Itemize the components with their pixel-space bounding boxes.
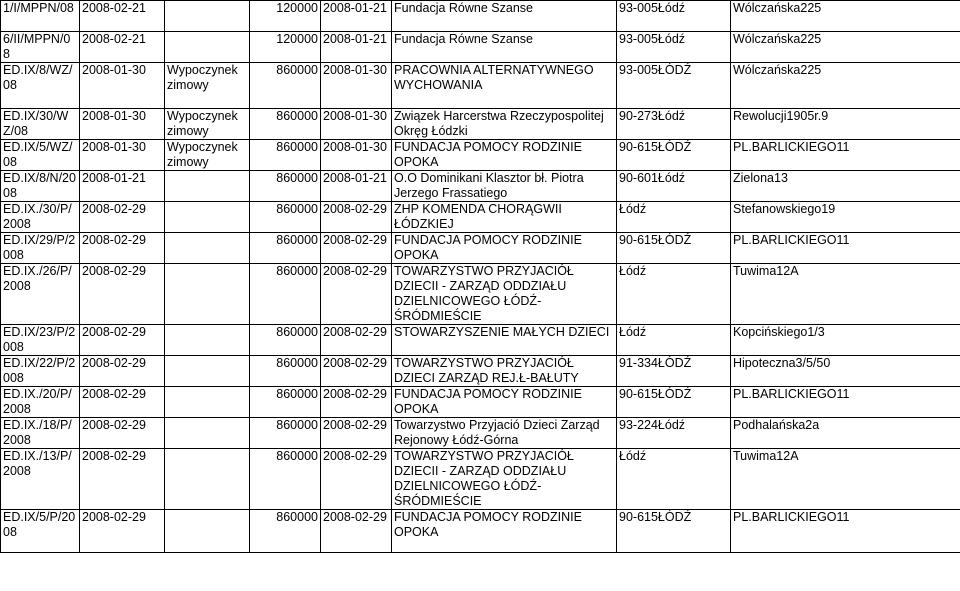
signature-cell: ED.IX/8/N/2008	[1, 171, 80, 202]
organization-cell: TOWARZYSTWO PRZYJACIÓŁ DZIECII - ZARZĄD ODDZIAŁU DZIELNICOWEGO ŁÓDŹ-ŚRÓDMIEŚCIE	[392, 264, 617, 325]
payment-date-cell: 2008-01-21	[321, 1, 392, 32]
city-cell: 90-615ŁÓDŹ	[617, 510, 731, 553]
street-cell: Hipoteczna3/5/50	[731, 356, 960, 387]
type-cell	[165, 325, 250, 356]
street-cell: Wólczańska225	[731, 1, 960, 32]
organization-cell: FUNDACJA POMOCY RODZINIE OPOKA	[392, 233, 617, 264]
grants-table-body	[1, 1, 960, 553]
payment-date-cell: 2008-02-29	[321, 233, 392, 264]
type-cell	[165, 171, 250, 202]
table-row	[1, 32, 960, 63]
table-row	[1, 1, 960, 32]
signature-cell: ED.IX/5/P/2008	[1, 510, 80, 553]
amount-cell: 860000	[250, 510, 321, 553]
date-cell: 2008-02-29	[80, 325, 165, 356]
date-cell: 2008-02-29	[80, 449, 165, 510]
date-cell: 2008-02-21	[80, 1, 165, 32]
amount-cell: 860000	[250, 140, 321, 171]
signature-cell: ED.IX/8/WZ/08	[1, 63, 80, 109]
organization-cell: Towarzystwo Przyjació Dzieci Zarząd Rejonowy Łódź-Górna	[392, 418, 617, 449]
organization-cell: TOWARZYSTWO PRZYJACIÓŁ DZIECII - ZARZĄD ODDZIAŁU DZIELNICOWEGO ŁÓDŹ-ŚRÓDMIEŚCIE	[392, 449, 617, 510]
date-cell: 2008-02-29	[80, 510, 165, 553]
payment-date-cell: 2008-02-29	[321, 202, 392, 233]
date-cell: 2008-02-29	[80, 387, 165, 418]
payment-date-cell: 2008-01-30	[321, 63, 392, 109]
type-cell	[165, 418, 250, 449]
table-row	[1, 449, 960, 510]
table-row	[1, 202, 960, 233]
payment-date-cell: 2008-02-29	[321, 356, 392, 387]
payment-date-cell: 2008-02-29	[321, 418, 392, 449]
organization-cell: Fundacja Równe Szanse	[392, 32, 617, 63]
street-cell: Stefanowskiego19	[731, 202, 960, 233]
amount-cell: 860000	[250, 109, 321, 140]
type-cell: Wypoczynek zimowy	[165, 63, 250, 109]
organization-cell: FUNDACJA POMOCY RODZINIE OPOKA	[392, 510, 617, 553]
signature-cell: ED.IX./26/P/2008	[1, 264, 80, 325]
amount-cell: 120000	[250, 1, 321, 32]
date-cell: 2008-02-29	[80, 233, 165, 264]
type-cell	[165, 449, 250, 510]
date-cell: 2008-01-21	[80, 171, 165, 202]
city-cell: 93-005Łódź	[617, 32, 731, 63]
amount-cell: 860000	[250, 63, 321, 109]
amount-cell: 860000	[250, 325, 321, 356]
amount-cell: 860000	[250, 418, 321, 449]
type-cell	[165, 233, 250, 264]
table-row	[1, 264, 960, 325]
payment-date-cell: 2008-01-21	[321, 32, 392, 63]
street-cell: PL.BARLICKIEGO11	[731, 510, 960, 553]
street-cell: PL.BARLICKIEGO11	[731, 233, 960, 264]
payment-date-cell: 2008-01-30	[321, 140, 392, 171]
type-cell: Wypoczynek zimowy	[165, 140, 250, 171]
organization-cell: STOWARZYSZENIE MAŁYCH DZIECI	[392, 325, 617, 356]
organization-cell: ZHP KOMENDA CHORĄGWII ŁÓDZKIEJ	[392, 202, 617, 233]
city-cell: 90-615ŁÓDŹ	[617, 140, 731, 171]
city-cell: 93-005ŁÓDŹ	[617, 63, 731, 109]
street-cell: Rewolucji1905r.9	[731, 109, 960, 140]
amount-cell: 860000	[250, 356, 321, 387]
payment-date-cell: 2008-02-29	[321, 325, 392, 356]
amount-cell: 860000	[250, 233, 321, 264]
street-cell: Podhalańska2a	[731, 418, 960, 449]
signature-cell: ED.IX/29/P/2008	[1, 233, 80, 264]
city-cell: Łódź	[617, 264, 731, 325]
street-cell: Tuwima12A	[731, 264, 960, 325]
type-cell	[165, 510, 250, 553]
amount-cell: 860000	[250, 387, 321, 418]
amount-cell: 860000	[250, 449, 321, 510]
type-cell	[165, 387, 250, 418]
city-cell: 93-224Łódź	[617, 418, 731, 449]
payment-date-cell: 2008-01-30	[321, 109, 392, 140]
table-row	[1, 233, 960, 264]
street-cell: Wólczańska225	[731, 63, 960, 109]
table-row	[1, 510, 960, 553]
type-cell	[165, 264, 250, 325]
table-row	[1, 63, 960, 109]
signature-cell: 1/I/MPPN/08	[1, 1, 80, 32]
street-cell: PL.BARLICKIEGO11	[731, 387, 960, 418]
date-cell: 2008-02-29	[80, 264, 165, 325]
type-cell	[165, 32, 250, 63]
amount-cell: 860000	[250, 202, 321, 233]
type-cell	[165, 202, 250, 233]
table-row	[1, 356, 960, 387]
street-cell: PL.BARLICKIEGO11	[731, 140, 960, 171]
organization-cell: FUNDACJA POMOCY RODZINIE OPOKA	[392, 387, 617, 418]
payment-date-cell: 2008-02-29	[321, 264, 392, 325]
organization-cell: O.O Dominikani Klasztor bł. Piotra Jerzego Frassatiego	[392, 171, 617, 202]
amount-cell: 120000	[250, 32, 321, 63]
organization-cell: Związek Harcerstwa Rzeczypospolitej Okręg Łódzki	[392, 109, 617, 140]
city-cell: 90-615ŁÓDŹ	[617, 387, 731, 418]
table-row	[1, 171, 960, 202]
type-cell	[165, 1, 250, 32]
payment-date-cell: 2008-01-21	[321, 171, 392, 202]
city-cell: Łódź	[617, 202, 731, 233]
table-row	[1, 387, 960, 418]
payment-date-cell: 2008-02-29	[321, 510, 392, 553]
signature-cell: 6/II/MPPN/08	[1, 32, 80, 63]
organization-cell: TOWARZYSTWO PRZYJACIÓŁ DZIECI ZARZĄD REJ.Ł-BAŁUTY	[392, 356, 617, 387]
city-cell: 90-273Łódź	[617, 109, 731, 140]
signature-cell: ED.IX./18/P/2008	[1, 418, 80, 449]
amount-cell: 860000	[250, 264, 321, 325]
street-cell: Tuwima12A	[731, 449, 960, 510]
street-cell: Wólczańska225	[731, 32, 960, 63]
date-cell: 2008-02-29	[80, 202, 165, 233]
organization-cell: PRACOWNIA ALTERNATYWNEGO WYCHOWANIA	[392, 63, 617, 109]
date-cell: 2008-01-30	[80, 63, 165, 109]
street-cell: Zielona13	[731, 171, 960, 202]
city-cell: 91-334ŁÓDŹ	[617, 356, 731, 387]
organization-cell: FUNDACJA POMOCY RODZINIE OPOKA	[392, 140, 617, 171]
date-cell: 2008-02-21	[80, 32, 165, 63]
date-cell: 2008-01-30	[80, 109, 165, 140]
city-cell: Łódź	[617, 325, 731, 356]
payment-date-cell: 2008-02-29	[321, 449, 392, 510]
table-row	[1, 418, 960, 449]
table-row	[1, 140, 960, 171]
street-cell: Kopcińskiego1/3	[731, 325, 960, 356]
date-cell: 2008-02-29	[80, 356, 165, 387]
signature-cell: ED.IX/23/P/2008	[1, 325, 80, 356]
signature-cell: ED.IX./13/P/2008	[1, 449, 80, 510]
amount-cell: 860000	[250, 171, 321, 202]
date-cell: 2008-02-29	[80, 418, 165, 449]
table-row	[1, 325, 960, 356]
signature-cell: ED.IX./20/P/2008	[1, 387, 80, 418]
signature-cell: ED.IX./30/P/2008	[1, 202, 80, 233]
payment-date-cell: 2008-02-29	[321, 387, 392, 418]
city-cell: 90-615ŁÓDŹ	[617, 233, 731, 264]
city-cell: 93-005Łódź	[617, 1, 731, 32]
city-cell: Łódź	[617, 449, 731, 510]
signature-cell: ED.IX/30/WZ/08	[1, 109, 80, 140]
city-cell: 90-601Łódź	[617, 171, 731, 202]
table-row	[1, 109, 960, 140]
signature-cell: ED.IX/22/P/2008	[1, 356, 80, 387]
signature-cell: ED.IX/5/WZ/08	[1, 140, 80, 171]
type-cell	[165, 356, 250, 387]
date-cell: 2008-01-30	[80, 140, 165, 171]
organization-cell: Fundacja Równe Szanse	[392, 1, 617, 32]
type-cell: Wypoczynek zimowy	[165, 109, 250, 140]
